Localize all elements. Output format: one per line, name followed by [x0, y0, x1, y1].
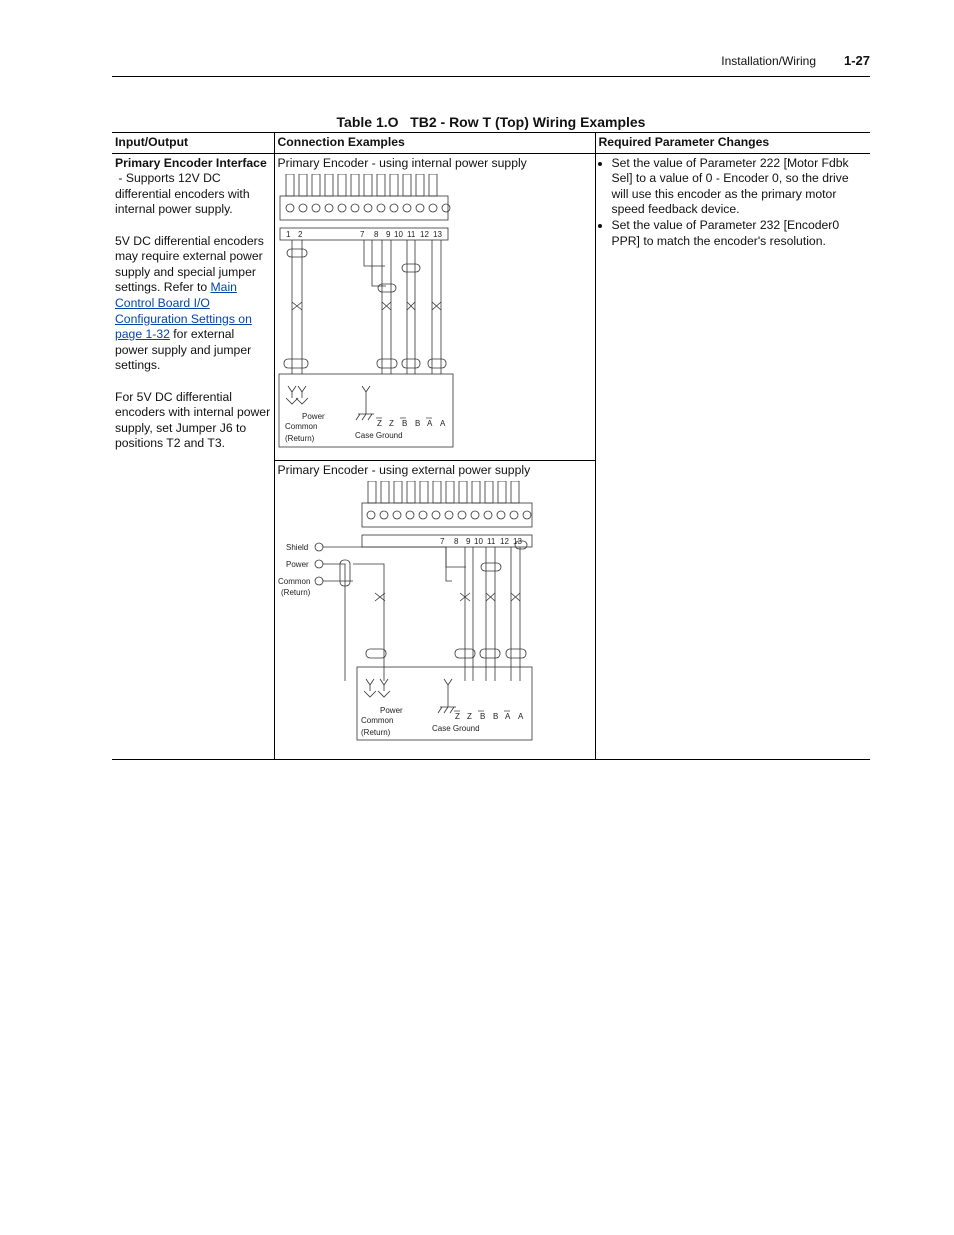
table-row: [112, 153, 870, 460]
signal-label: A: [426, 419, 432, 429]
terminal-number: 9: [465, 537, 470, 547]
terminal-number: 11: [406, 230, 415, 240]
io-text-1: Supports 12V DC differential encoders with internal power supply.: [115, 171, 250, 217]
signal-label: Z: [466, 712, 472, 722]
signal-label: Z: [388, 419, 394, 429]
table-caption: Table 1.O TB2 - Row T (Top) Wiring Examples: [336, 114, 646, 130]
io-text-2a: 5V DC differential encoders may require external power supply and special jumper settings. Refer to: [115, 233, 264, 295]
column-header-input-output: Input/Output: [112, 133, 274, 154]
terminal-pins: [286, 174, 437, 196]
io-dash: -: [115, 171, 126, 186]
io-text-2b: for external power supply and jumper settings.: [115, 327, 252, 373]
terminal-number: 12: [499, 537, 509, 547]
power-label: Power: [285, 560, 309, 570]
terminal-number: 8: [453, 537, 458, 547]
common-label: Common: [360, 716, 393, 726]
config-settings-link[interactable]: Main Control Board I/O Configuration Settings on page 1-32: [115, 280, 252, 342]
terminal-number: 10: [393, 230, 403, 240]
input-output-cell: [112, 153, 274, 759]
terminal-number: 8: [373, 230, 378, 240]
terminal-number: 7: [359, 230, 364, 240]
signal-label: B: [401, 419, 407, 429]
signal-label: A: [439, 419, 445, 429]
signal-label: Z: [376, 419, 382, 429]
common-label: Common: [277, 577, 310, 587]
wiring-examples-table: [112, 132, 870, 760]
diagram-external-title: Primary Encoder - using external power supply: [277, 462, 531, 477]
terminal-block: [362, 503, 532, 527]
parameter-changes-list: [599, 156, 868, 250]
parameter-changes-cell: [595, 153, 870, 759]
case-ground-label: Case Ground: [354, 431, 403, 441]
io-paragraph-1: [115, 156, 271, 218]
return-label: (Return): [284, 434, 314, 444]
diagram-internal-title: Primary Encoder - using internal power supply: [277, 155, 527, 170]
common-label: Common: [284, 422, 317, 432]
power-label: Power: [379, 706, 403, 716]
io-paragraph-2: [115, 234, 271, 374]
terminal-screws: [286, 204, 450, 212]
signal-label: B: [414, 419, 420, 429]
terminal-number: 13: [432, 230, 442, 240]
terminal-number: 7: [439, 537, 444, 547]
signal-label: B: [479, 712, 485, 722]
io-heading: Primary Encoder Interface: [115, 155, 267, 170]
signal-label: A: [504, 712, 510, 722]
terminal-pins: [368, 481, 519, 503]
signal-label: Z: [454, 712, 460, 722]
column-header-connection-examples: Connection Examples: [274, 133, 595, 154]
section-name: Installation/Wiring: [721, 54, 816, 68]
terminal-number: 13: [512, 537, 522, 547]
table-header-row: [112, 133, 870, 154]
return-label: (Return): [280, 588, 310, 598]
list-item: • Set the value of Parameter 222 [Motor Fdbk Sel] to a value of 0 - Encoder 0, so the drive will use this encoder as the primary motor speed feedback device.: [612, 156, 868, 218]
power-label: Power: [301, 412, 325, 422]
io-paragraph-3: For 5V DC differential encoders with internal power supply, set Jumper J6 to positions T2 and T3.: [115, 389, 271, 451]
page-header: [112, 52, 870, 77]
internal-supply-wiring-diagram: [278, 174, 458, 449]
list-item: • Set the value of Parameter 232 [Encoder0 PPR] to match the encoder's resolution.: [612, 218, 868, 249]
column-header-parameter-changes: Required Parameter Changes: [595, 133, 870, 154]
connection-example-internal: [274, 153, 595, 460]
terminal-number: 1: [285, 230, 290, 240]
connection-example-external: [274, 460, 595, 759]
shield-label: Shield: [285, 543, 308, 553]
terminal-number: 11: [486, 537, 495, 547]
terminal-number: 12: [419, 230, 429, 240]
case-ground-label: Case Ground: [431, 724, 480, 734]
terminal-number: 9: [385, 230, 390, 240]
signal-label: B: [492, 712, 498, 722]
external-supply-wiring-diagram: [278, 481, 538, 753]
terminal-screws: [367, 511, 531, 519]
page-number: 1-27: [843, 53, 870, 68]
signal-label: A: [517, 712, 523, 722]
terminal-number: 2: [297, 230, 302, 240]
terminal-number: 10: [473, 537, 483, 547]
return-label: (Return): [360, 728, 390, 738]
